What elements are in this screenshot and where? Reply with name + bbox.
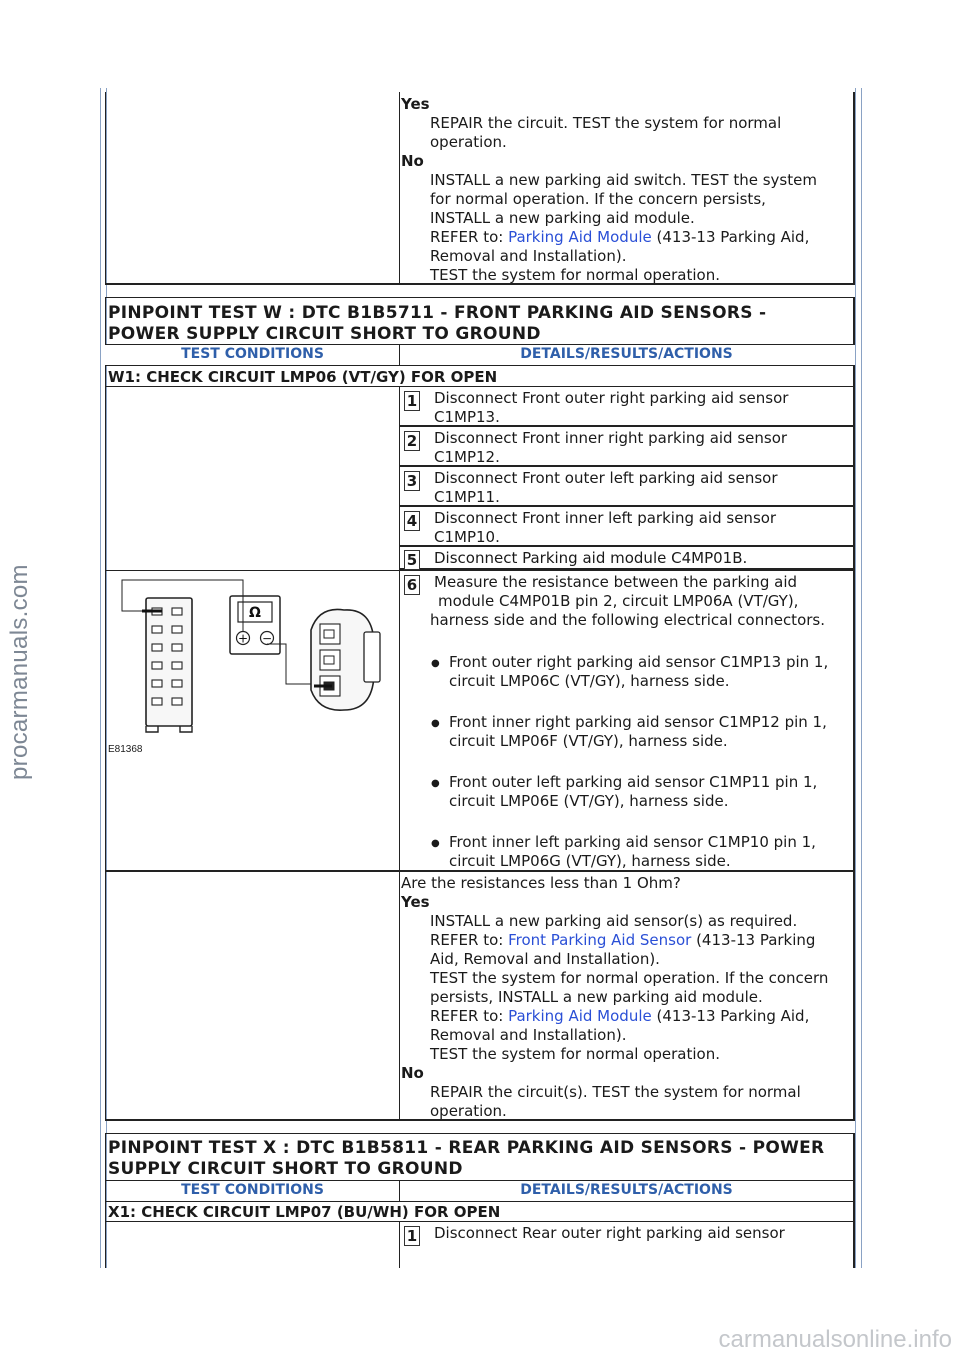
top-refer-prefix: REFER to: (430, 228, 509, 246)
side-watermark: procarmanuals.com (6, 564, 33, 780)
w-step-1-number: 1 (404, 391, 420, 411)
w-header-divider (399, 344, 400, 366)
x-header-divider (399, 1180, 400, 1202)
w-step-4-line-1: Disconnect Front inner left parking aid sensor (434, 509, 777, 527)
w-bullet-3-dot: ● (431, 778, 440, 789)
page-rule-right-inner (855, 88, 856, 1268)
w-yes-refer-line-2: Aid, Removal and Installation). (430, 950, 660, 968)
w-step-2-number: 2 (404, 431, 420, 451)
page-rule-right-outer (861, 88, 862, 1268)
connector-diagram (106, 572, 398, 762)
top-refer (430, 228, 809, 247)
w-yes-refer2-link[interactable]: Parking Aid Module (508, 1007, 652, 1025)
w-col-details: DETAILS/RESULTS/ACTIONS (520, 346, 733, 362)
top-test-line: TEST the system for normal operation. (430, 266, 720, 284)
w-bullet-4-line-2: circuit LMP06G (VT/GY), harness side. (449, 852, 731, 870)
w-bullet-1-dot: ● (431, 658, 440, 669)
top-no-line-1: INSTALL a new parking aid switch. TEST the system (430, 171, 817, 189)
w-yes-line-5: TEST the system for normal operation. (430, 1045, 720, 1063)
w-step-6-line-1: Measure the resistance between the parking aid (434, 573, 798, 591)
w-yes-refer-suffix: (413-13 Parking (691, 931, 816, 949)
top-divider (399, 92, 400, 285)
w-yes-refer2-prefix: REFER to: (430, 1007, 509, 1025)
w-no-line-1: REPAIR the circuit(s). TEST the system for normal (430, 1083, 801, 1101)
x-step-1-number: 1 (404, 1226, 420, 1246)
w-yes-line-4: persists, INSTALL a new parking aid module. (430, 988, 763, 1006)
w-step-heading: W1: CHECK CIRCUIT LMP06 (VT/GY) FOR OPEN (108, 368, 498, 386)
w-bullet-1-line-1: Front outer right parking aid sensor C1MP13 pin 1, (449, 653, 829, 671)
w-bullet-2-line-1: Front inner right parking aid sensor C1MP12 pin 1, (449, 713, 827, 731)
w-yes-refer-prefix: REFER to: (430, 931, 509, 949)
top-refer-suffix: (413-13 Parking Aid, (651, 228, 810, 246)
w-question: Are the resistances less than 1 Ohm? (401, 874, 681, 892)
w-bullet-4-dot: ● (431, 838, 440, 849)
w-step-4-line-2: C1MP10. (434, 528, 500, 546)
w-step-1-line-2: C1MP13. (434, 408, 500, 426)
x-body-divider (399, 1221, 400, 1268)
w-step-5-number: 5 (404, 550, 420, 570)
w-bullet-3-line-2: circuit LMP06E (VT/GY), harness side. (449, 792, 729, 810)
top-refer-line-2: Removal and Installation). (430, 247, 627, 265)
w-step-2-line-1: Disconnect Front inner right parking aid sensor (434, 429, 788, 447)
w-step-4-number: 4 (404, 511, 420, 531)
w-step-6-number: 6 (404, 575, 420, 595)
svg-text:+: + (237, 631, 249, 646)
w-yes-refer2-suffix: (413-13 Parking Aid, (651, 1007, 810, 1025)
w-bullet-3-line-1: Front outer left parking aid sensor C1MP11 pin 1, (449, 773, 818, 791)
w-bullet-2-line-2: circuit LMP06F (VT/GY), harness side. (449, 732, 728, 750)
x-title-line-1: PINPOINT TEST X : DTC B1B5811 - REAR PARKING AID SENSORS - POWER (108, 1138, 825, 1158)
x-col-test-conditions: TEST CONDITIONS (181, 1182, 324, 1198)
w-step-6-line-2: module C4MP01B pin 2, circuit LMP06A (VT/GY), (438, 592, 799, 610)
w-no-line-2: operation. (430, 1102, 507, 1120)
x-step-1-line-1: Disconnect Rear outer right parking aid sensor (434, 1224, 785, 1242)
top-no-line-3: INSTALL a new parking aid module. (430, 209, 695, 227)
w-step-1-line-1: Disconnect Front outer right parking aid sensor (434, 389, 789, 407)
w-yes-refer2-line-2: Removal and Installation). (430, 1026, 627, 1044)
bottom-watermark: carmanualsonline.info (718, 1326, 952, 1353)
top-no-label: No (401, 152, 424, 170)
w-yes-refer (430, 931, 815, 950)
w-step-3-number: 3 (404, 471, 420, 491)
w-bullet-2-dot: ● (431, 718, 440, 729)
top-refer-link[interactable]: Parking Aid Module (508, 228, 652, 246)
w-title-line-2: POWER SUPPLY CIRCUIT SHORT TO GROUND (108, 324, 541, 344)
w-yes-line-3: TEST the system for normal operation. If the concern (430, 969, 829, 987)
w-step-5-line-1: Disconnect Parking aid module C4MP01B. (434, 549, 748, 567)
w-bullet-4-line-1: Front inner left parking aid sensor C1MP10 pin 1, (449, 833, 816, 851)
w-title-line-1: PINPOINT TEST W : DTC B1B5711 - FRONT PARKING AID SENSORS - (108, 303, 767, 323)
w-yes-refer-2 (430, 1007, 809, 1026)
top-yes-line-1: REPAIR the circuit. TEST the system for normal (430, 114, 782, 132)
x-step-rule (105, 1221, 855, 1222)
x-title-line-2: SUPPLY CIRCUIT SHORT TO GROUND (108, 1159, 463, 1179)
w-yes-line-1: INSTALL a new parking aid sensor(s) as required. (430, 912, 798, 930)
w-yes-refer-link[interactable]: Front Parking Aid Sensor (508, 931, 692, 949)
w-step-2-line-2: C1MP12. (434, 448, 500, 466)
top-no-line-2: for normal operation. If the concern persists, (430, 190, 766, 208)
w-step-6-line-3: harness side and the following electrical connectors. (430, 611, 825, 629)
ohm-symbol: Ω (249, 605, 261, 621)
top-yes-line-2: operation. (430, 133, 507, 151)
figure-label: E81368 (108, 744, 143, 755)
w-no-label: No (401, 1064, 424, 1082)
page-rule-left-outer (100, 88, 101, 1268)
w-col-test-conditions: TEST CONDITIONS (181, 346, 324, 362)
w-step-3-line-1: Disconnect Front outer left parking aid sensor (434, 469, 778, 487)
w-bullet-1-line-2: circuit LMP06C (VT/GY), harness side. (449, 672, 730, 690)
x-step-heading: X1: CHECK CIRCUIT LMP07 (BU/WH) FOR OPEN (108, 1203, 501, 1221)
x-col-details: DETAILS/RESULTS/ACTIONS (520, 1182, 733, 1198)
svg-text:−: − (261, 631, 273, 646)
w-step-3-line-2: C1MP11. (434, 488, 500, 506)
w-yes-label: Yes (401, 893, 430, 911)
top-yes-label: Yes (401, 95, 430, 113)
